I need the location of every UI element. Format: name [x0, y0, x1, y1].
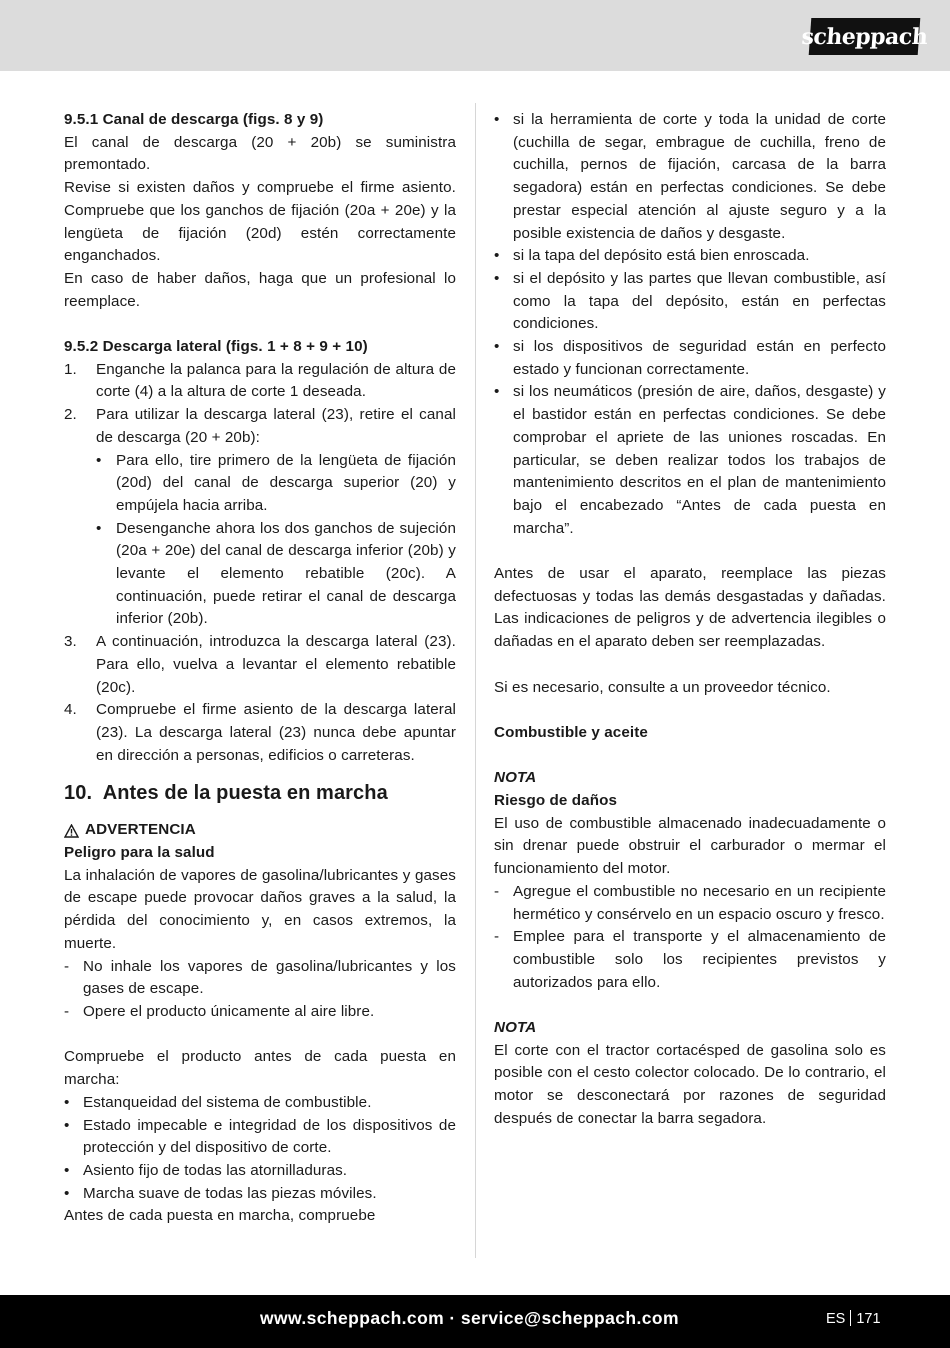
bullet-marker: •	[96, 519, 102, 537]
dash-marker: -	[64, 957, 70, 975]
numbered-item	[64, 631, 456, 699]
bullet-text: si el depósito y las partes que llevan combustible, así como la tapa del depósito, están en perfectas condiciones.	[513, 269, 886, 333]
bullet-item	[494, 381, 886, 540]
bullet-text: si la herramienta de corte y toda la unidad de corte (cuchilla de segar, embrague de cuchilla, freno de cuchilla, pernos de fijación, carcasa de la barra segadora) están en perfectas condiciones. Se debe prestar especial atención al ajuste seguro y a la posible existencia de daños y desgaste.	[513, 111, 886, 242]
dash-item-text: No inhale los vapores de gasolina/lubricantes y los gases de escape.	[83, 957, 456, 998]
scheppach-logo: scheppach	[809, 18, 921, 55]
warning-triangle-icon	[64, 824, 79, 838]
sub-bullet-item	[96, 518, 456, 632]
paragraph: Antes de cada puesta en marcha, compruebe	[64, 1207, 376, 1225]
bullet-item	[64, 1160, 456, 1183]
bullet-text: si los neumáticos (presión de aire, daños, desgaste) y el bastidor están en perfectas condiciones. Se debe comprobar el apriete de las uniones roscadas. En particular, se deben realizar todos los trabajos de mantenimiento descritos en el plan de mantenimiento bajo el encabezado “Antes de cada puesta en marcha”.	[513, 383, 886, 537]
page-header	[0, 0, 950, 71]
dash-item	[64, 1001, 456, 1024]
item-text: Compruebe el firme asiento de la descarga lateral (23). La descarga lateral (23) nunca debe apuntar en dirección a personas, edificios o carreteras.	[96, 701, 456, 764]
note-label: NOTA	[494, 769, 537, 787]
numbered-item	[64, 404, 456, 631]
dash-item	[494, 881, 886, 926]
bullet-text: Marcha suave de todas las piezas móviles.	[83, 1184, 377, 1202]
bullet-marker: •	[494, 247, 500, 265]
footer-contact: www.scheppach.com · service@scheppach.com	[260, 1308, 679, 1328]
bullet-text: Asiento fijo de todas las atornilladuras.	[83, 1161, 348, 1179]
note-subheading: Riesgo de daños	[494, 792, 618, 810]
dash-marker: -	[494, 928, 500, 946]
bullet-text: si la tapa del depósito está bien enroscada.	[513, 247, 810, 265]
paragraph: Si es necesario, consulte a un proveedor técnico.	[494, 678, 831, 696]
note-label: NOTA	[494, 1019, 537, 1037]
fuel-oil-heading: Combustible y aceite	[494, 723, 648, 741]
dash-item	[64, 956, 456, 1001]
bullet-marker: •	[494, 269, 500, 287]
paragraph: Antes de usar el aparato, reemplace las piezas defectuosas y todas las demás desgastadas y dañadas. Las indicaciones de peligros y de advertencia ilegibles o dañadas en el aparato deben ser reemplazadas.	[494, 565, 886, 651]
dash-item-text: Opere el producto únicamente al aire libre.	[83, 1003, 375, 1020]
warning-heading	[64, 819, 456, 842]
item-text: A continuación, introduzca la descarga lateral (23). Para ello, vuelva a levantar el elemento rebatible (20c).	[96, 633, 456, 696]
warning-label: ADVERTENCIA	[85, 821, 196, 839]
language-code: ES	[826, 1311, 846, 1327]
dash-marker: -	[64, 1003, 70, 1020]
paragraph: La inhalación de vapores de gasolina/lubricantes y gases de escape puede provocar daños graves a la salud, la pérdida del conocimiento y, en casos extremos, la muerte.	[64, 866, 456, 952]
item-number: 1.	[64, 360, 77, 378]
bullet-marker: •	[64, 1116, 70, 1134]
numbered-item	[64, 699, 456, 767]
paragraph: En caso de haber daños, haga que un profesional lo reemplace.	[64, 269, 456, 310]
item-number: 4.	[64, 701, 77, 719]
sub-item-text: Desenganche ahora los dos ganchos de sujeción (20a + 20e) del canal de descarga inferior (20b) y levante el elemento rebatible (20c). A continuación, puede retirar el canal de descarga inferior (20b).	[116, 519, 456, 628]
bullet-marker: •	[64, 1093, 70, 1111]
bullet-marker: •	[494, 383, 500, 401]
item-number: 2.	[64, 406, 77, 424]
sub-item-text: Para ello, tire primero de la lengüeta de fijación (20d) del canal de descarga superior (20) y empújela hacia arriba.	[116, 451, 456, 514]
column-divider	[475, 103, 476, 1258]
item-text: Enganche la palanca para la regulación de altura de corte (4) a la altura de corte 1 deseada.	[96, 360, 456, 401]
paragraph: El corte con el tractor cortacésped de gasolina solo es posible con el cesto colector colocado. De lo contrario, el motor se desconectará por razones de seguridad después de conectar la barra segadora.	[494, 1041, 886, 1127]
dash-item	[494, 926, 886, 994]
bullet-item	[64, 1183, 456, 1206]
bullet-item	[494, 109, 886, 245]
page-number: 171	[856, 1311, 881, 1327]
bullet-marker: •	[64, 1161, 70, 1179]
numbered-item	[64, 359, 456, 404]
page-number-label	[826, 1310, 881, 1327]
bullet-item	[64, 1092, 456, 1115]
dash-marker: -	[494, 882, 500, 900]
bullet-marker: •	[64, 1184, 70, 1202]
sub-bullet-item	[96, 450, 456, 518]
page-footer	[0, 1295, 950, 1348]
bullet-marker: •	[494, 338, 500, 356]
dash-item-text: Emplee para el transporte y el almacenamiento de combustible solo los recipientes previstos y autorizados para ello.	[513, 928, 886, 991]
section-9-5-2-heading: 9.5.2 Descarga lateral (figs. 1 + 8 + 9 + 10)	[64, 338, 368, 356]
item-text: Para utilizar la descarga lateral (23), retire el canal de descarga (20 + 20b):	[96, 406, 456, 446]
bullet-text: Estanqueidad del sistema de combustible.	[83, 1093, 372, 1111]
paragraph: El canal de descarga (20 + 20b) se suministra premontado.	[64, 133, 456, 174]
paragraph: El uso de combustible almacenado inadecuadamente o sin drenar puede obstruir el carburador o mermar el funcionamiento del motor.	[494, 814, 886, 878]
separator	[850, 1310, 851, 1326]
chapter-number: 10.	[64, 782, 93, 805]
bullet-text: Estado impecable e integridad de los dispositivos de protección y del dispositivo de corte.	[83, 1116, 456, 1157]
right-column	[494, 109, 886, 1131]
bullet-item	[494, 245, 886, 268]
chapter-title: Antes de la puesta en marcha	[102, 782, 388, 805]
bullet-marker: •	[494, 111, 500, 128]
bullet-item	[64, 1115, 456, 1160]
bullet-text: si los dispositivos de seguridad están en perfecto estado y funcionan correctamente.	[513, 338, 886, 378]
bullet-marker: •	[96, 451, 102, 469]
paragraph: Revise si existen daños y compruebe el firme asiento. Compruebe que los ganchos de fijación (20a + 20e) y la lengüeta de fijación (20d) estén correctamente enganchados.	[64, 179, 456, 265]
dash-item-text: Agregue el combustible no necesario en un recipiente hermético y consérvelo en un espacio oscuro y fresco.	[513, 882, 886, 923]
chapter-10-heading	[64, 779, 456, 807]
paragraph: Compruebe el producto antes de cada puesta en marcha:	[64, 1048, 456, 1089]
item-number: 3.	[64, 633, 77, 651]
left-column	[64, 109, 456, 1228]
bullet-item	[494, 268, 886, 336]
bullet-item	[494, 336, 886, 381]
warning-subheading: Peligro para la salud	[64, 844, 215, 862]
section-9-5-1-heading: 9.5.1 Canal de descarga (figs. 8 y 9)	[64, 111, 324, 128]
